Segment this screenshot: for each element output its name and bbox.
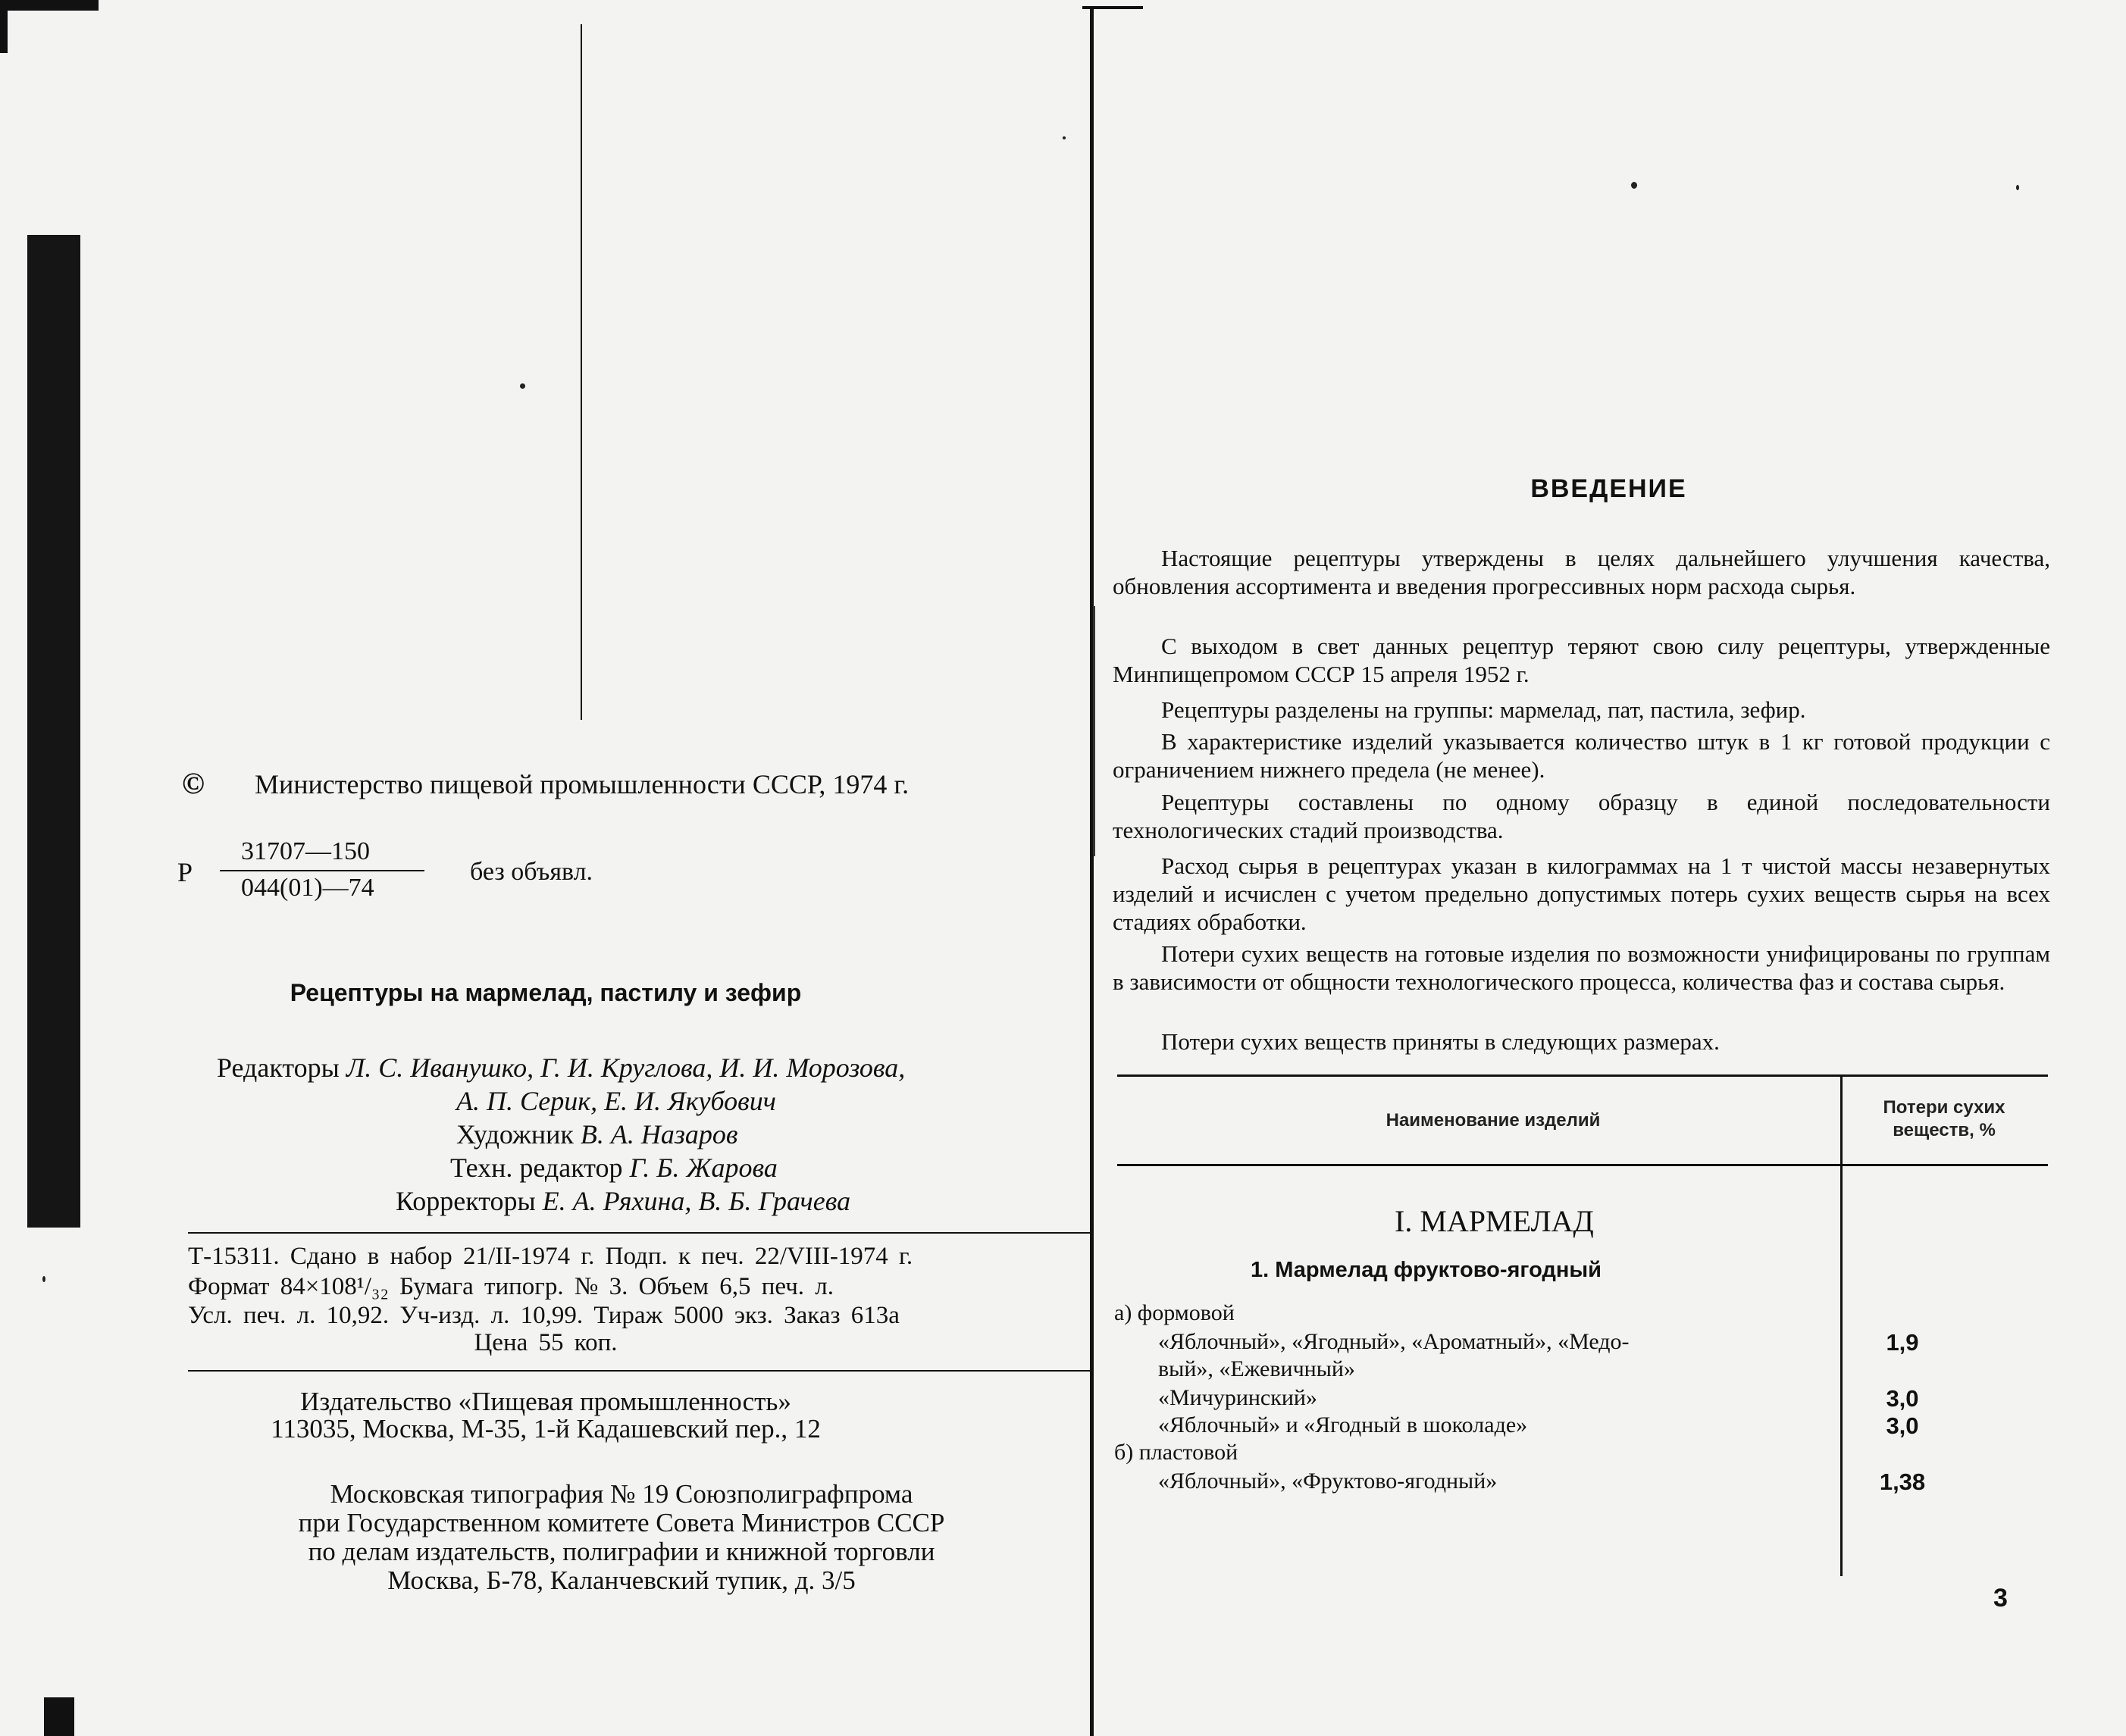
row-value: 3,0	[1886, 1385, 1919, 1412]
credits-editors	[217, 1052, 905, 1084]
index-fraction-bar	[220, 870, 424, 871]
credits-editors-cont	[456, 1085, 776, 1117]
row-label: «Яблочный», «Фруктово-ягодный»	[1158, 1469, 1498, 1494]
editors-label: Редакторы	[217, 1053, 340, 1083]
credits-tech-editor	[450, 1152, 778, 1184]
printer-line3: по делам издательств, полиграфии и книжной торговли	[308, 1537, 935, 1566]
scan-speck	[42, 1276, 45, 1282]
tech-editor-name: Г. Б. Жарова	[629, 1153, 778, 1183]
row-label: а) формовой	[1114, 1300, 1235, 1325]
intro-paragraph-1	[1113, 544, 2050, 600]
table-row	[1158, 1412, 1527, 1438]
table-header-name: Наименование изделий	[1386, 1110, 1601, 1131]
printer-line2: при Государственном комитете Совета Министров СССР	[298, 1508, 945, 1537]
table-header-loss-line1: Потери сухих	[1883, 1097, 2005, 1118]
table-header-rule	[1117, 1164, 2048, 1166]
intro-paragraph-6	[1113, 852, 2050, 936]
paragraph-text: Потери сухих веществ приняты в следующих размерах.	[1161, 1028, 1720, 1055]
paragraph-text: Настоящие рецептуры утверждены в целях дальнейшего улучшения качества, обновления ассортимента и введения прогрессивных норм расхода сырья.	[1113, 545, 2050, 599]
row-label: «Яблочный» и «Ягодный в шоколаде»	[1158, 1412, 1528, 1437]
page-number: 3	[1993, 1584, 2008, 1612]
index-denominator: 044(01)—74	[241, 874, 374, 902]
imprint-line3: Усл. печ. л. 10,92. Уч-изд. л. 10,99. Тираж 5000 экз. Заказ 613а	[188, 1302, 900, 1329]
copyright-text: Министерство пищевой промышленности СССР, 1974 г.	[255, 769, 910, 799]
row-label: «Мичуринский»	[1158, 1385, 1317, 1410]
table-row	[1158, 1329, 1630, 1355]
printer-line1: Московская типография № 19 Союзполиграфпрома	[330, 1479, 913, 1509]
table-header-loss-line2: веществ, %	[1893, 1120, 1996, 1140]
imprint-line1: Т-15311. Сдано в набор 21/II-1974 г. Подп. к печ. 22/VIII-1974 г.	[188, 1243, 913, 1270]
imprint-price: Цена 55 коп.	[474, 1329, 618, 1356]
imprint-top-rule	[188, 1232, 1090, 1234]
intro-paragraph-5	[1113, 788, 2050, 844]
imprint-line2: Формат 84×108¹/₃₂ Бумага типогр. № 3. Объем 6,5 печ. л.	[188, 1273, 834, 1300]
table-section-title: I. МАРМЕЛАД	[1395, 1204, 1594, 1238]
paragraph-text: Рецептуры составлены по одному образцу в единой последовательности технологических стадий производства.	[1113, 789, 2050, 843]
artist-name: В. А. Назаров	[580, 1119, 738, 1150]
row-value: 1,9	[1886, 1329, 1919, 1356]
proofreaders-names: Е. А. Ряхина, В. Б. Грачева	[542, 1186, 851, 1216]
scan-speck	[1063, 136, 1066, 139]
row-value: 1,38	[1879, 1469, 1926, 1495]
intro-paragraph-7	[1113, 940, 2050, 996]
table-row	[1158, 1385, 1317, 1411]
index-prefix: Р	[177, 857, 193, 887]
intro-paragraph-8	[1113, 1028, 2050, 1056]
table-column-divider	[1840, 1074, 1843, 1576]
row-label: б) пластовой	[1114, 1440, 1238, 1465]
table-subsection-title: 1. Мармелад фруктово-ягодный	[1251, 1258, 1602, 1282]
intro-paragraph-2	[1113, 632, 2050, 688]
table-top-rule	[1117, 1074, 2048, 1077]
paragraph-text: В характеристике изделий указывается количество штук в 1 кг готовой продукции с ограничением нижнего предела (не менее).	[1113, 728, 2050, 783]
paragraph-text: Рецептуры разделены на группы: мармелад, пат, пастила, зефир.	[1161, 696, 1806, 723]
editors-line2: А. П. Серик, Е. И. Якубович	[456, 1086, 776, 1116]
artist-label: Художник	[456, 1119, 574, 1150]
paragraph-text: Потери сухих веществ на готовые изделия по возможности унифицированы по группам в зависимости от общности технологического процесса, количества фаз и состава сырья.	[1113, 940, 2050, 995]
index-numerator: 31707—150	[241, 837, 370, 865]
editors-line1: Л. С. Иванушко, Г. И. Круглова, И. И. Морозова,	[346, 1053, 906, 1083]
paragraph-text: С выходом в свет данных рецептур теряют свою силу рецептуры, утвержденные Минпищепромом СССР 15 апреля 1952 г.	[1113, 633, 2050, 687]
scan-speck	[2016, 185, 2019, 190]
scan-speck	[520, 383, 525, 389]
publisher-address: 113035, Москва, М-35, 1-й Кадашевский пер., 12	[271, 1414, 821, 1444]
book-title: Рецептуры на мармелад, пастилу и зефир	[290, 979, 802, 1006]
row-label: «Яблочный», «Ягодный», «Ароматный», «Медо-	[1158, 1329, 1630, 1354]
table-row	[1114, 1440, 1238, 1465]
tech-editor-label: Техн. редактор	[450, 1153, 623, 1183]
scan-speck	[1631, 182, 1637, 189]
paragraph-text: Расход сырья в рецептурах указан в килограммах на 1 т чистой массы незавернутых изделий и исчислен с учетом предельно допустимых потерь сухих веществ сырья на всех стадиях обработки.	[1113, 852, 2050, 935]
publisher-name: Издательство «Пищевая промышленность»	[300, 1387, 791, 1416]
row-value: 3,0	[1886, 1412, 1919, 1439]
table-row	[1158, 1356, 1355, 1382]
index-note: без объявл.	[470, 858, 593, 886]
row-label: вый», «Ежевичный»	[1158, 1356, 1355, 1381]
table-row	[1114, 1300, 1235, 1326]
intro-paragraph-3	[1113, 696, 2050, 724]
copyright-line	[182, 765, 909, 801]
printer-line4: Москва, Б-78, Каланчевский тупик, д. 3/5	[387, 1566, 856, 1595]
credits-artist	[456, 1118, 738, 1150]
imprint-bottom-rule	[188, 1370, 1090, 1372]
table-row	[1158, 1469, 1497, 1494]
section-heading: ВВЕДЕНИЕ	[1530, 474, 1687, 503]
intro-paragraph-4	[1113, 727, 2050, 784]
copyright-icon: ©	[182, 766, 205, 800]
credits-proofreaders	[396, 1185, 850, 1217]
proofreaders-label: Корректоры	[396, 1186, 536, 1216]
right-page	[1091, 0, 2126, 1736]
